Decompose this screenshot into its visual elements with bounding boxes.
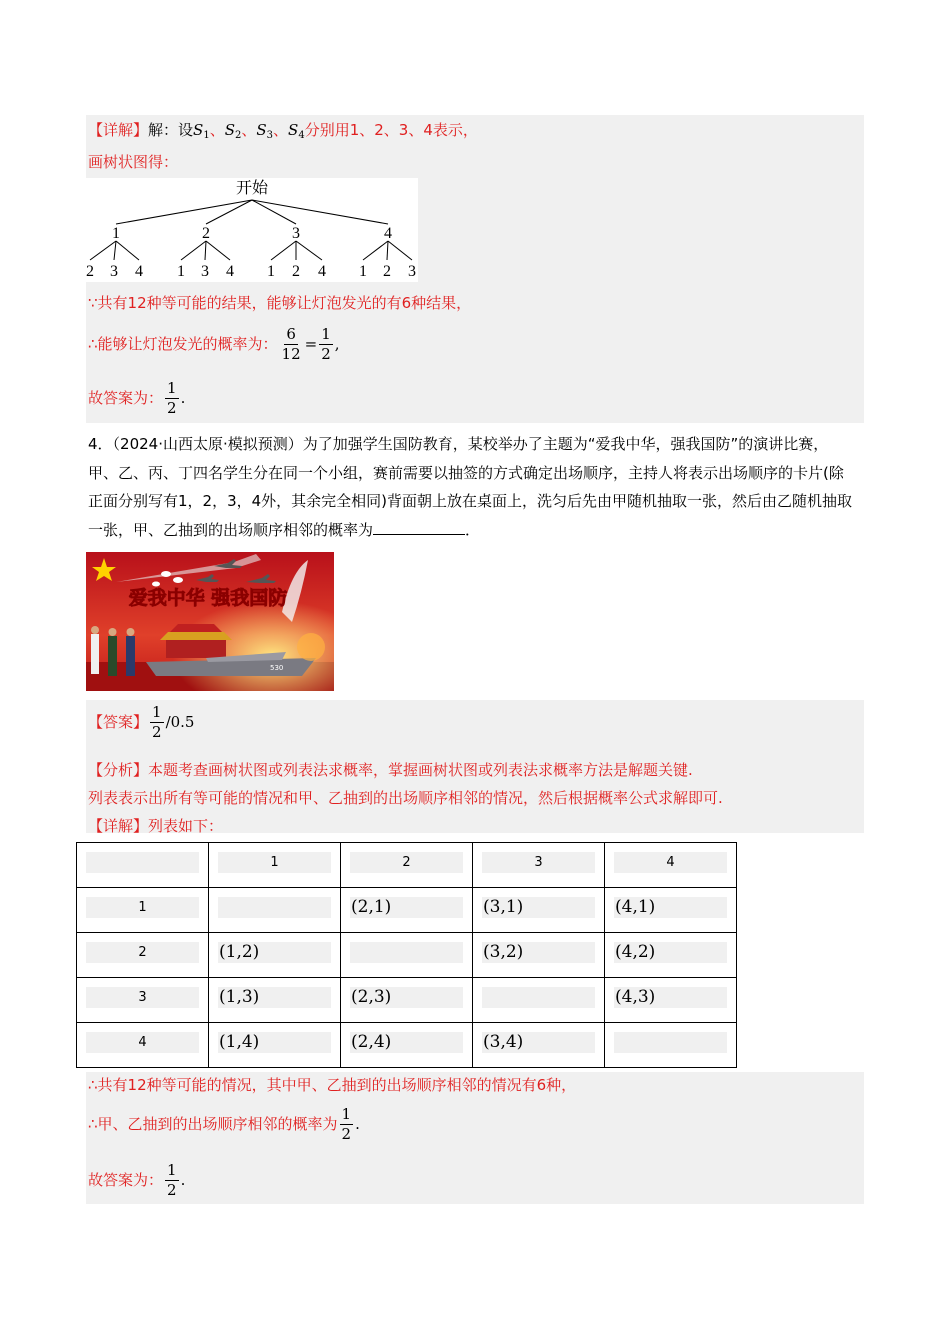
detail-tag: 【详解】 (88, 817, 149, 835)
therefore-text: ∴能够让灯泡发光的概率为： (88, 335, 278, 353)
fraction: $\frac{1}{2}$ (321, 325, 331, 363)
tree-leaf: 2 (292, 263, 300, 280)
tree-leaf: 2 (86, 263, 94, 280)
table-cell (473, 978, 605, 1023)
tree-leaf: 1 (177, 263, 185, 280)
table-cell (209, 888, 341, 933)
detail-tag: 【详解】 (88, 121, 149, 139)
probability-line (88, 326, 340, 363)
table-cell: (3,4) (473, 1023, 605, 1068)
tree-caption: 画树状图得： (88, 153, 179, 171)
period: . (355, 1115, 360, 1133)
fraction: $\frac{1}{2}$ (152, 703, 162, 741)
fraction: $\frac{1}{2}$ (167, 379, 177, 417)
detail-text: 列表如下： (148, 817, 224, 835)
table-row (77, 933, 737, 978)
table-cell: (3,1) (473, 888, 605, 933)
tree-node: 1 (112, 225, 120, 242)
analysis-line-2: 列表表示出所有等可能的情况和甲、乙抽到的出场顺序相邻的情况，然后根据概率公式求解即可. (88, 789, 723, 807)
because-line: ∵共有12种等可能的结果，能够让灯泡发光的有6种结果， (88, 294, 472, 312)
poster-image (86, 552, 334, 691)
table-cell: 3 (77, 978, 209, 1023)
question-4 (88, 430, 858, 544)
table-cell: 4 (77, 1023, 209, 1068)
table-cell: (4,3) (605, 978, 737, 1023)
table-cell: 1 (77, 888, 209, 933)
intro-rest: 分别用1、2、3、4表示， (304, 121, 478, 139)
answer-tag: 【答案】 (88, 713, 149, 731)
analysis-line (88, 759, 693, 780)
comma: , (334, 335, 340, 353)
var-s1: $S_1$ (193, 121, 210, 141)
tree-leaf: 3 (201, 263, 209, 280)
poster-title: 爱我中华 强我国防 (128, 587, 288, 609)
analysis-text: 本题考查画树状图或列表法求概率，掌握画树状图或列表法求概率方法是解题关键. (148, 761, 693, 779)
tree-node: 4 (384, 225, 392, 242)
table-cell: (2,4) (341, 1023, 473, 1068)
answer-prefix: 故答案为： (88, 389, 164, 407)
var-s4: $S_4$ (288, 121, 305, 141)
table-header-row (77, 843, 737, 888)
fraction: $\frac{1}{2}$ (167, 1161, 177, 1199)
tree-diagram (86, 178, 418, 282)
table-cell: (1,3) (209, 978, 341, 1023)
answer-tag-line (88, 704, 194, 741)
outcome-table (76, 842, 737, 1068)
table-row (77, 1023, 737, 1068)
probability-line-2 (88, 1106, 360, 1143)
period: . (180, 389, 186, 407)
table-row (77, 978, 737, 1023)
question-end: ． (465, 520, 481, 539)
table-cell: 2 (77, 933, 209, 978)
detail-line-2 (88, 815, 223, 836)
separator: 、 (209, 121, 225, 139)
table-cell: (1,2) (209, 933, 341, 978)
question-text: 4．（2024·山西太原·模拟预测）为了加强学生国防教育，某校举办了主题为“爱我中华，强我国防”的演讲比赛，甲、乙、丙、丁四名学生分在同一个小组，赛前需要以抽签的方式确定出场顺序，主持人将表示出场顺序的卡片(除正面分别写有1，2，3，4外，其余完全相同)背面朝上放在桌面上，洗匀后先由甲随机抽取一张，然后由乙随机抽取一张，甲、乙抽到的出场顺序相邻的概率为 (88, 435, 853, 539)
tree-leaf: 1 (359, 263, 367, 280)
tree-leaf: 1 (267, 263, 275, 280)
final-answer-line (88, 1162, 185, 1199)
ship-number: 530 (270, 664, 284, 672)
tree-leaf: 3 (408, 263, 416, 280)
table-cell (605, 1023, 737, 1068)
table-row (77, 888, 737, 933)
table-cell: (4,2) (605, 933, 737, 978)
fraction: $\frac{1}{2}$ (341, 1105, 352, 1143)
answer-prefix: 故答案为： (88, 1171, 164, 1189)
table-cell: 4 (605, 843, 737, 888)
table-cell: (4,1) (605, 888, 737, 933)
therefore-text: ∴甲、乙抽到的出场顺序相邻的概率为 (88, 1115, 338, 1133)
table-cell: 1 (209, 843, 341, 888)
tree-leaf: 2 (383, 263, 391, 280)
tree-node: 2 (202, 225, 210, 242)
table-cell (341, 933, 473, 978)
tree-leaf: 4 (226, 263, 234, 280)
table-cell: 2 (341, 843, 473, 888)
tree-leaf: 3 (110, 263, 118, 280)
period: . (180, 1171, 186, 1189)
answer-line (88, 380, 185, 417)
intro-text: 解：设 (148, 121, 194, 139)
fraction: $\frac{6}{12}$ (281, 325, 301, 363)
table-cell: 3 (473, 843, 605, 888)
tree-root: 开始 (235, 180, 269, 197)
table-cell: (3,2) (473, 933, 605, 978)
because-line-2: ∴共有12种等可能的情况，其中甲、乙抽到的出场顺序相邻的情况有6种， (88, 1076, 577, 1094)
answer-blank (373, 520, 465, 535)
tree-leaf: 4 (318, 263, 326, 280)
table-cell: (2,1) (341, 888, 473, 933)
detail-line (88, 119, 478, 141)
equals-sign: = (304, 335, 318, 353)
var-s2: $S_2$ (224, 121, 242, 141)
table-cell: (1,4) (209, 1023, 341, 1068)
tree-node: 3 (292, 225, 300, 242)
table-cell: (2,3) (341, 978, 473, 1023)
var-s3: $S_3$ (256, 121, 274, 141)
analysis-tag: 【分析】 (88, 761, 149, 779)
alt-answer: /0.5 (165, 713, 195, 731)
separator: 、 (273, 121, 289, 139)
tree-leaf: 4 (135, 263, 143, 280)
separator: 、 (241, 121, 257, 139)
table-cell (77, 843, 209, 888)
